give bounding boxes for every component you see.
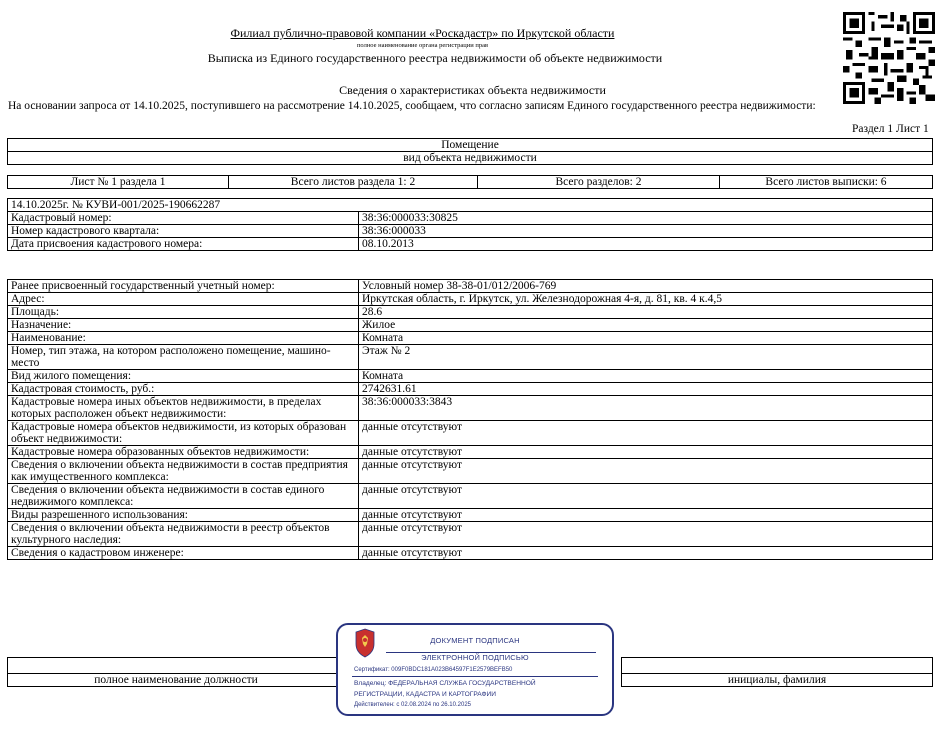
stamp-line1: ДОКУМЕНТ ПОДПИСАН	[430, 636, 520, 645]
object-type-caption: вид объекта недвижимости	[8, 152, 933, 165]
row-value: данные отсутствуют	[359, 459, 933, 484]
row-label: Ранее присвоенный государственный учетный номер:	[8, 280, 359, 293]
row-label: Номер кадастрового квартала:	[8, 225, 359, 238]
row-label: Виды разрешенного использования:	[8, 509, 359, 522]
stamp-divider	[352, 676, 598, 677]
row-value: 38:36:000033:3843	[359, 396, 933, 421]
row-value: 28.6	[359, 306, 933, 319]
object-type-table	[7, 138, 933, 165]
stamp-cert: Сертификат: 009F0BDC181A023B64597F1E2579BEFB50	[354, 667, 513, 673]
initials-caption: инициалы, фамилия	[622, 674, 933, 687]
cadastral-table	[7, 198, 933, 251]
row-value: данные отсутствуют	[359, 522, 933, 547]
sheet-info-cell: Всего листов выписки: 6	[720, 176, 933, 189]
row-label: Дата присвоения кадастрового номера:	[8, 238, 359, 251]
row-label: Сведения о включении объекта недвижимости в состав предприятия как имущественного комплекса:	[8, 459, 359, 484]
row-value: Комната	[359, 370, 933, 383]
row-label: Номер, тип этажа, на котором расположено помещение, машино-место	[8, 345, 359, 370]
row-value: Жилое	[359, 319, 933, 332]
section-ref: Раздел 1 Лист 1	[852, 123, 929, 135]
table-row	[8, 459, 933, 484]
row-label: Вид жилого помещения:	[8, 370, 359, 383]
row-label: Адрес:	[8, 293, 359, 306]
table-row	[8, 396, 933, 421]
row-label: Назначение:	[8, 319, 359, 332]
table-row	[8, 332, 933, 345]
table-row	[8, 522, 933, 547]
row-label: Сведения о включении объекта недвижимости в состав единого недвижимого комплекса:	[8, 484, 359, 509]
table-row	[8, 509, 933, 522]
sheet-info-cell: Лист № 1 раздела 1	[8, 176, 229, 189]
sheet-info-table	[7, 175, 933, 189]
stamp-owner2: РЕГИСТРАЦИИ, КАДАСТРА И КАРТОГРАФИИ	[354, 691, 496, 698]
table-row	[8, 446, 933, 459]
table-row	[8, 421, 933, 446]
row-value: данные отсутствуют	[359, 484, 933, 509]
row-value: данные отсутствуют	[359, 547, 933, 560]
stamp-line2: ЭЛЕКТРОННОЙ ПОДПИСЬЮ	[421, 653, 529, 662]
row-label: Кадастровые номера объектов недвижимости, из которых образован объект недвижимости:	[8, 421, 359, 446]
table-row	[8, 370, 933, 383]
stamp-valid: Действителен: с 02.08.2024 по 26.10.2025	[354, 702, 471, 708]
table-row	[8, 319, 933, 332]
position-caption: полное наименование должности	[8, 674, 345, 687]
org-name: Филиал публично-правовой компании «Роскадастр» по Иркутской области	[230, 26, 615, 40]
table-row	[8, 238, 933, 251]
row-value: 38:36:000033:30825	[359, 212, 933, 225]
qr-code-icon	[843, 12, 935, 104]
section-title: Сведения о характеристиках объекта недвижимости	[339, 83, 606, 97]
sheet-info-cell: Всего разделов: 2	[478, 176, 720, 189]
row-label: Кадастровые номера иных объектов недвижимости, в пределах которых расположен объект недвижимости:	[8, 396, 359, 421]
doc-title: Выписка из Единого государственного реестра недвижимости об объекте недвижимости	[207, 51, 663, 65]
row-label: Площадь:	[8, 306, 359, 319]
table-row	[8, 383, 933, 396]
e-signature-stamp	[336, 623, 614, 716]
row-value: 08.10.2013	[359, 238, 933, 251]
table-row	[8, 225, 933, 238]
row-value: данные отсутствуют	[359, 509, 933, 522]
object-type: Помещение	[8, 139, 933, 152]
row-value: Иркутская область, г. Иркутск, ул. Железнодорожная 4-я, д. 81, кв. 4 к.4,5	[359, 293, 933, 306]
table-row	[8, 212, 933, 225]
row-label: Кадастровый номер:	[8, 212, 359, 225]
row-label: Кадастровые номера образованных объектов недвижимости:	[8, 446, 359, 459]
table-row	[8, 306, 933, 319]
extract-number: 14.10.2025г. № КУВИ-001/2025-190662287	[8, 199, 933, 212]
row-value: данные отсутствуют	[359, 421, 933, 446]
sheet-info-cell: Всего листов раздела 1: 2	[229, 176, 478, 189]
row-value: Комната	[359, 332, 933, 345]
table-row	[8, 345, 933, 370]
row-value: Этаж № 2	[359, 345, 933, 370]
row-label: Наименование:	[8, 332, 359, 345]
row-label: Сведения о кадастровом инженере:	[8, 547, 359, 560]
basis-text: На основании запроса от 14.10.2025, поступившего на рассмотрение 14.10.2025, сообщаем, что согласно записям Единого государственного реестра недвижимости:	[8, 100, 816, 112]
row-label: Сведения о включении объекта недвижимости в реестр объектов культурного наследия:	[8, 522, 359, 547]
org-caption: полное наименование органа регистрации прав	[356, 42, 489, 49]
row-value: 38:36:000033	[359, 225, 933, 238]
characteristics-table	[7, 279, 933, 560]
row-label: Кадастровая стоимость, руб.:	[8, 383, 359, 396]
table-row	[8, 280, 933, 293]
stamp-owner1: Владелец: ФЕДЕРАЛЬНАЯ СЛУЖБА ГОСУДАРСТВЕННОЙ	[354, 680, 536, 687]
row-value: Условный номер 38-38-01/012/2006-769	[359, 280, 933, 293]
table-row	[8, 547, 933, 560]
table-row	[8, 293, 933, 306]
row-value: данные отсутствуют	[359, 446, 933, 459]
table-row	[8, 484, 933, 509]
row-value: 2742631.61	[359, 383, 933, 396]
